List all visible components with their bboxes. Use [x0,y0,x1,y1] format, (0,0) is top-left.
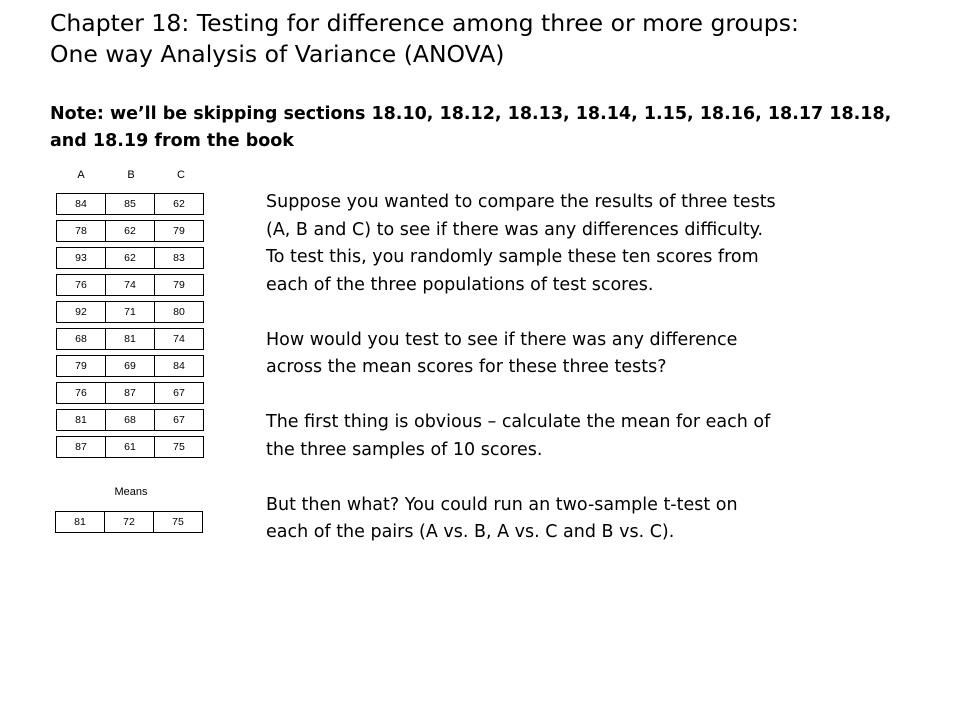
column-header-a: A [77,169,85,181]
table-cell: 81 [56,409,106,431]
note-line-2: and 18.19 from the book [50,131,294,151]
column-header-b: B [127,169,135,181]
table-cell: 84 [56,193,106,215]
note-text [50,101,930,155]
slide-title [50,8,930,70]
table-cell: 67 [154,382,204,404]
paragraph-line: Suppose you wanted to compare the results of three tests [266,192,776,212]
paragraph-line: To test this, you randomly sample these ten scores from [266,247,759,267]
table-row [56,382,206,404]
table-row [56,355,206,377]
table-row [56,274,206,296]
table-cell: 79 [56,355,106,377]
mean-cell-b: 72 [104,511,154,533]
table-row [56,247,206,269]
means-row [56,511,203,533]
paragraph-4 [266,492,926,547]
paragraph-3 [266,409,926,464]
note-line-1: Note: we’ll be skipping sections 18.10, 18.12, 18.13, 18.14, 1.15, 18.16, 18.17 18.18, [50,104,892,124]
body-text [266,189,926,574]
table-cell: 78 [56,220,106,242]
table-cell: 69 [105,355,155,377]
table-cell: 74 [154,328,204,350]
title-line-1: Chapter 18: Testing for difference among three or more groups: [50,9,799,37]
paragraph-line: the three samples of 10 scores. [266,439,543,460]
table-row [56,328,206,350]
scores-table [56,165,206,453]
table-cell: 85 [105,193,155,215]
mean-cell-c: 75 [153,511,203,533]
table-cell: 74 [105,274,155,296]
table-row [56,220,206,242]
table-cell: 62 [105,247,155,269]
paragraph-line: each of the three populations of test scores. [266,274,654,295]
paragraph-line: each of the pairs (A vs. B, A vs. C and B vs. C). [266,522,675,542]
table-cell: 87 [56,436,106,458]
table-cell: 62 [105,220,155,242]
table-cell: 76 [56,274,106,296]
column-header-c: C [177,169,185,181]
table-header-row [56,165,206,185]
table-cell: 75 [154,436,204,458]
table-cell: 79 [154,220,204,242]
paragraph-line: The first thing is obvious – calculate the mean for each of [266,412,771,432]
table-cell: 87 [105,382,155,404]
paragraph-line: But then what? You could run an two-sample t-test on [266,494,738,515]
table-cell: 83 [154,247,204,269]
table-cell: 81 [105,328,155,350]
paragraph-2 [266,327,926,382]
table-cell: 68 [105,409,155,431]
table-cell: 71 [105,301,155,323]
means-label: Means [114,486,148,498]
title-line-2: One way Analysis of Variance (ANOVA) [50,40,505,68]
table-cell: 68 [56,328,106,350]
table-cell: 62 [154,193,204,215]
table-cell: 67 [154,409,204,431]
table-cell: 80 [154,301,204,323]
table-row [56,436,206,458]
paragraph-1 [266,189,926,299]
table-cell: 93 [56,247,106,269]
paragraph-line: How would you test to see if there was any difference [266,329,738,350]
table-cell: 92 [56,301,106,323]
mean-cell-a: 81 [55,511,105,533]
table-cell: 61 [105,436,155,458]
table-row [56,301,206,323]
table-row [56,193,206,215]
scores-grid [56,193,206,463]
table-cell: 76 [56,382,106,404]
paragraph-line: (A, B and C) to see if there was any differences difficulty. [266,219,764,240]
table-cell: 79 [154,274,204,296]
table-row [56,409,206,431]
paragraph-line: across the mean scores for these three tests? [266,357,667,377]
table-cell: 84 [154,355,204,377]
